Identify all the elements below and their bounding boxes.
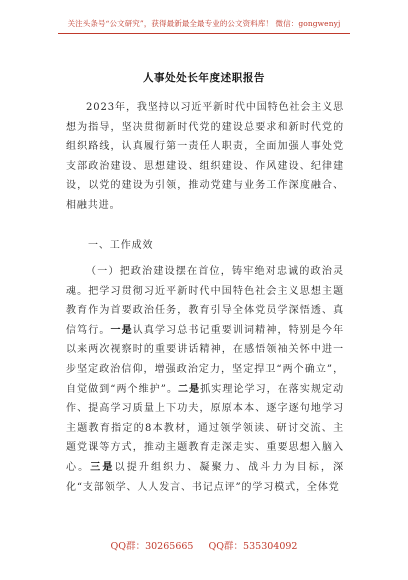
para1-part1: （一）把政治建设摆在首位，铸牢绝对忠诚的政治灵魂。把学习贯彻习近平新时代中国特色社会主义思想主题教育作为首要政治任务，教育引导全体党员学深悟透、真信笃行。 [66, 266, 344, 336]
point-label-2: 二是 [178, 383, 201, 395]
section1-paragraph [66, 262, 344, 497]
intro-text: 2023年，我坚持以习近平新时代中国特色社会主义思想为指导，坚决贯彻新时代党的建设总要求和新时代党的组织路线，认真履行第一责任人职责，全面加强人事处党支部政治建设、思想建设、组织建设、作风建设、纪律建设，以党的建设为引领，推动党建与业务工作深度融合、相融共进。 [66, 102, 344, 211]
header-divider [58, 33, 350, 34]
section1-text [66, 262, 344, 497]
document-title: 人事处处长年度述职报告 [142, 72, 266, 84]
point-label-1: 一是 [110, 324, 133, 336]
point-label-3: 三是 [90, 461, 115, 473]
footer-qq-group-2: QQ群：535304092 [208, 541, 298, 552]
para1-part3: 抓实理论学习，在落实规定动作、提高学习质量上下功夫，原原本本、逐字逐句地学习主题教育指定的8本教材，通过领学领读、研讨交流、主题党课等方式，推动主题教育走深走实、重要思想入脑入心。 [66, 383, 344, 473]
section-heading-work-results: 一、工作成效 [88, 240, 154, 251]
para1-part2: 认真学习总书记重要训词精神，特别是今年以来两次视察时的重要讲话精神，在感悟领袖关怀中进一步坚定政治信仰，增强政治定力，坚定捍卫“两个确立”，自觉做到“两个维护”。 [66, 324, 344, 395]
para1-part4: 以提升组织力、凝聚力、战斗力为目标，深化“支部领学、人人发言、书记点评”的学习模式，全体党 [66, 461, 344, 493]
footer-qq-group-1: QQ群：30265665 [110, 541, 194, 552]
header-promo-note: 关注头条号“公文研究”，获得最新最全最专业的公文资料库！ 微信：gongwenyj [67, 19, 341, 28]
footer-contacts [0, 538, 408, 552]
intro-paragraph [66, 98, 344, 216]
